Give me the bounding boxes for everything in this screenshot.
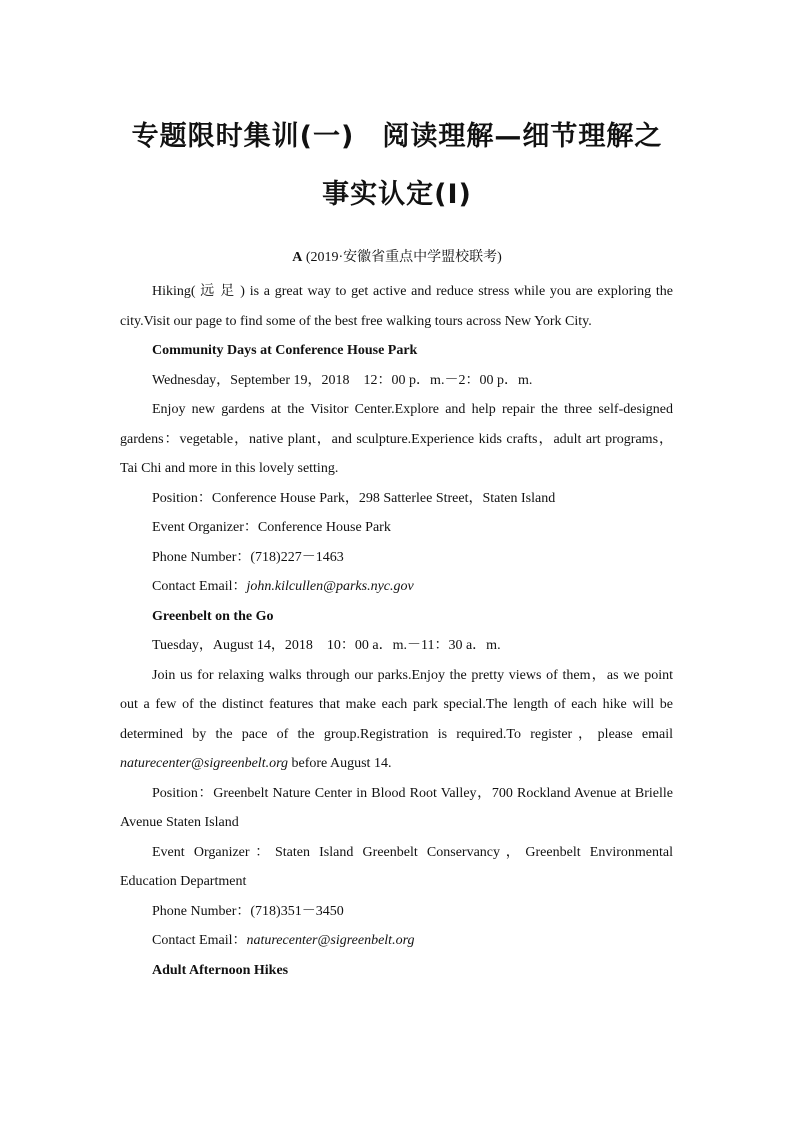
email-label: Contact Email： (152, 579, 247, 594)
position-label: Position： (152, 490, 212, 506)
section-heading (120, 246, 674, 266)
page-title-line-2: 事实认定(Ⅰ) (322, 179, 472, 210)
event-title: Greenbelt on the Go (152, 608, 274, 624)
event-email (120, 926, 673, 956)
organizer-label: Event Organizer： (152, 520, 258, 535)
phone-label: Phone Number： (152, 903, 251, 919)
event-title: Community Days at Conference House Park (152, 343, 418, 358)
event-organizer (120, 513, 673, 543)
event-description: Enjoy new gardens at the Visitor Center.Explore and help repair the three self-designed gardens：vegetable，native plant，and sculpture.Experience kids crafts，adult art programs，Tai Chi and more in this lovely setting. (120, 402, 673, 476)
organizer-label: Event Organizer： (152, 844, 275, 860)
event-datetime: Tuesday，August 14，2018 10：00 a．m.－11：30 a．m. (152, 638, 501, 653)
section-letter: A (292, 250, 303, 265)
event-phone (120, 543, 673, 573)
phone-value: (718)351－3450 (250, 903, 344, 919)
event-position (120, 484, 673, 514)
email-value: naturecenter@sigreenbelt.org (246, 933, 415, 948)
description-text: Join us for relaxing walks through our parks.Enjoy the pretty views of them，as we point out a few of the distinct features that make each park special.The length of each hike will be determined by the pace of the group.Registration is required.To register，please email (120, 667, 673, 742)
event-description (120, 661, 673, 779)
event-email (120, 572, 673, 602)
event-position (120, 779, 673, 838)
intro-paragraph: Hiking( 远 足 ) is a great way to get active and reduce stress while you are exploring the city.Visit our page to find some of the best free walking tours across New York City. (120, 284, 673, 329)
event-organizer (120, 838, 673, 897)
event-datetime: Wednesday，September 19，2018 12：00 p．m.－2：00 p．m. (152, 372, 533, 388)
event-phone (120, 897, 673, 927)
passage (120, 277, 673, 985)
organizer-value: Conference House Park (257, 520, 391, 535)
email-label: Contact Email： (152, 933, 247, 948)
registration-email: naturecenter@sigreenbelt.org (120, 756, 289, 771)
position-value: Conference House Park，298 Satterlee Street，Staten Island (211, 490, 556, 506)
event-title: Adult Afternoon Hikes (152, 962, 289, 978)
position-value: Greenbelt Nature Center in Blood Root Valley，700 Rockland Avenue at Brielle Avenue Staten Island (120, 785, 673, 830)
email-value: john.kilcullen@parks.nyc.gov (246, 579, 414, 594)
section-source: (2019·安徽省重点中学盟校联考) (305, 250, 502, 265)
phone-label: Phone Number： (152, 549, 251, 565)
phone-value: (718)227－1463 (250, 549, 344, 565)
position-label: Position： (152, 785, 214, 801)
page-title-line-1: 专题限时集训(一) 阅读理解—细节理解之 (131, 121, 663, 152)
description-text-end: before August 14. (288, 756, 392, 771)
organizer-value: Staten Island Greenbelt Conservancy，Greenbelt Environmental Education Department (120, 844, 673, 889)
